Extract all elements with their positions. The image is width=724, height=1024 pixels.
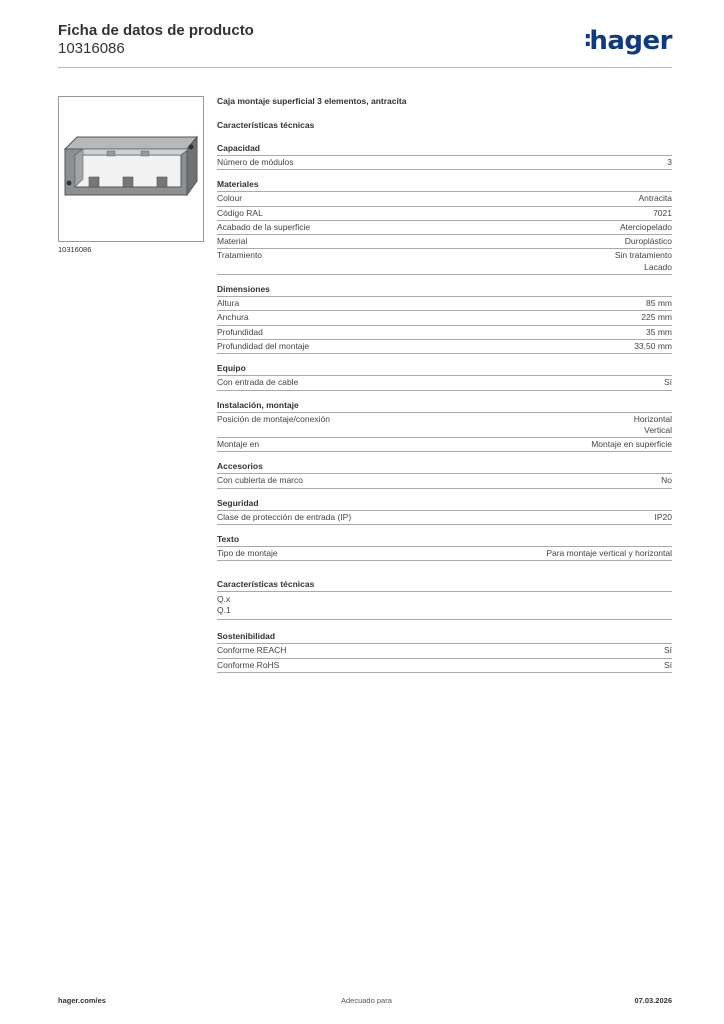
- spec-value: [655, 512, 673, 523]
- spec-value-line: Sin tratamiento: [614, 250, 672, 261]
- spec-groups: [217, 134, 672, 561]
- spec-value: [664, 377, 672, 388]
- spec-row: [217, 659, 672, 673]
- spec-label: Colour: [217, 193, 243, 204]
- spec-value-line: 85 mm: [646, 298, 672, 309]
- logo-colon-icon: :: [583, 27, 592, 52]
- spec-value: Sí: [663, 645, 672, 656]
- spec-value: [615, 250, 672, 273]
- spec-value-line: 3: [667, 157, 672, 167]
- page-header: [58, 22, 672, 68]
- spec-row: [217, 644, 672, 658]
- spec-value: [638, 193, 672, 204]
- spec-row: [217, 297, 672, 311]
- group-title: Accesorios: [217, 452, 672, 474]
- product-title: Caja montaje superficial 3 elementos, antracita: [217, 96, 407, 106]
- spec-value: [653, 208, 672, 219]
- spec-label: Material: [217, 236, 248, 247]
- hager-logo: [583, 26, 672, 56]
- datasheet-content: [217, 96, 672, 673]
- group-title: Capacidad: [217, 134, 672, 156]
- group-title: Instalación, montaje: [217, 391, 672, 413]
- tech-line: Q.x: [217, 594, 231, 605]
- spec-label: Profundidad del montaje: [217, 340, 310, 351]
- spec-row: [217, 311, 672, 325]
- spec-value-line: Sí: [663, 377, 672, 388]
- spec-row: [217, 207, 672, 221]
- spec-row: [217, 547, 672, 561]
- page-title: Ficha de datos de producto: [58, 22, 254, 39]
- group-title-sustainability: Sostenibilidad: [217, 620, 672, 644]
- footer-suitable-for: Adecuado para: [341, 996, 392, 1005]
- image-caption: 10316086: [58, 245, 92, 254]
- spec-value: [634, 414, 672, 437]
- product-code: 10316086: [58, 40, 125, 57]
- spec-value: [646, 327, 672, 338]
- spec-value-line: 35 mm: [646, 326, 672, 337]
- logo-text: hager: [589, 26, 672, 56]
- spec-row: [217, 376, 672, 390]
- spec-value-line: Vertical: [644, 424, 672, 435]
- spec-value-line: Antracita: [638, 193, 672, 204]
- spec-value: [661, 475, 672, 486]
- spec-row: [217, 413, 672, 439]
- spec-value: [634, 341, 672, 352]
- spec-row: [217, 326, 672, 340]
- spec-value-line: Aterciopelado: [620, 221, 672, 232]
- spec-value: [625, 236, 672, 247]
- spec-label: Tipo de montaje: [217, 548, 278, 559]
- spec-label: Número de módulos: [217, 157, 294, 167]
- spec-value: [591, 439, 672, 450]
- spec-label: Montaje en: [217, 439, 260, 450]
- spec-label: Anchura: [217, 312, 249, 323]
- spec-row: [217, 340, 672, 354]
- group-title: Dimensiones: [217, 275, 672, 297]
- spec-row: [217, 221, 672, 235]
- spec-value: [646, 298, 672, 309]
- spec-label: Código RAL: [217, 207, 263, 218]
- spec-label: Acabado de la superficie: [217, 221, 311, 232]
- tech-line: Q.1: [217, 605, 231, 616]
- tech-lines: [217, 592, 672, 620]
- spec-value-line: Duroplástico: [624, 236, 672, 247]
- mounting-box-illustration-icon: [59, 97, 203, 241]
- spec-label: Altura: [217, 298, 240, 309]
- spec-value: Sí: [663, 659, 672, 670]
- spec-value-line: 33,50 mm: [634, 340, 672, 351]
- spec-value-line: No: [661, 475, 672, 486]
- spec-label: Tratamiento: [217, 250, 263, 261]
- group-title: Texto: [217, 525, 672, 547]
- spec-label: Profundidad: [217, 326, 263, 337]
- spec-row: [217, 156, 672, 170]
- spec-value-line: IP20: [654, 511, 672, 522]
- spec-row: [217, 511, 672, 525]
- spec-value-line: Para montaje vertical y horizontal: [546, 548, 672, 559]
- group-title: Materiales: [217, 170, 672, 192]
- spec-label: Clase de protección de entrada (IP): [217, 511, 352, 522]
- spec-row: [217, 192, 672, 206]
- spec-row: [217, 235, 672, 249]
- spec-value-line: Horizontal: [633, 413, 672, 424]
- spec-value: [546, 548, 672, 559]
- spec-value-line: 225 mm: [641, 312, 672, 323]
- footer-website: hager.com/es: [58, 996, 106, 1005]
- spec-label: Conforme RoHS: [217, 659, 280, 670]
- footer-date: 07.03.2026: [634, 996, 672, 1005]
- product-image: [58, 96, 204, 242]
- spec-value: [641, 312, 672, 323]
- spec-value: [667, 157, 672, 168]
- spec-value-line: Lacado: [644, 261, 672, 272]
- spec-label: Con entrada de cable: [217, 377, 299, 388]
- spec-label: Conforme REACH: [217, 645, 287, 656]
- spec-value-line: 7021: [653, 207, 672, 218]
- section-label-tech: Características técnicas: [217, 120, 315, 130]
- group-title: Seguridad: [217, 489, 672, 511]
- spec-row: [217, 474, 672, 488]
- group-title: Equipo: [217, 354, 672, 376]
- spec-label: Con cubierta de marco: [217, 475, 303, 486]
- spec-label: Posición de montaje/conexión: [217, 413, 330, 424]
- spec-value: [620, 222, 672, 233]
- section-label-tech-2: Características técnicas: [217, 575, 672, 592]
- spec-row: [217, 438, 672, 452]
- spec-row: [217, 249, 672, 275]
- spec-value-line: Montaje en superficie: [591, 439, 672, 450]
